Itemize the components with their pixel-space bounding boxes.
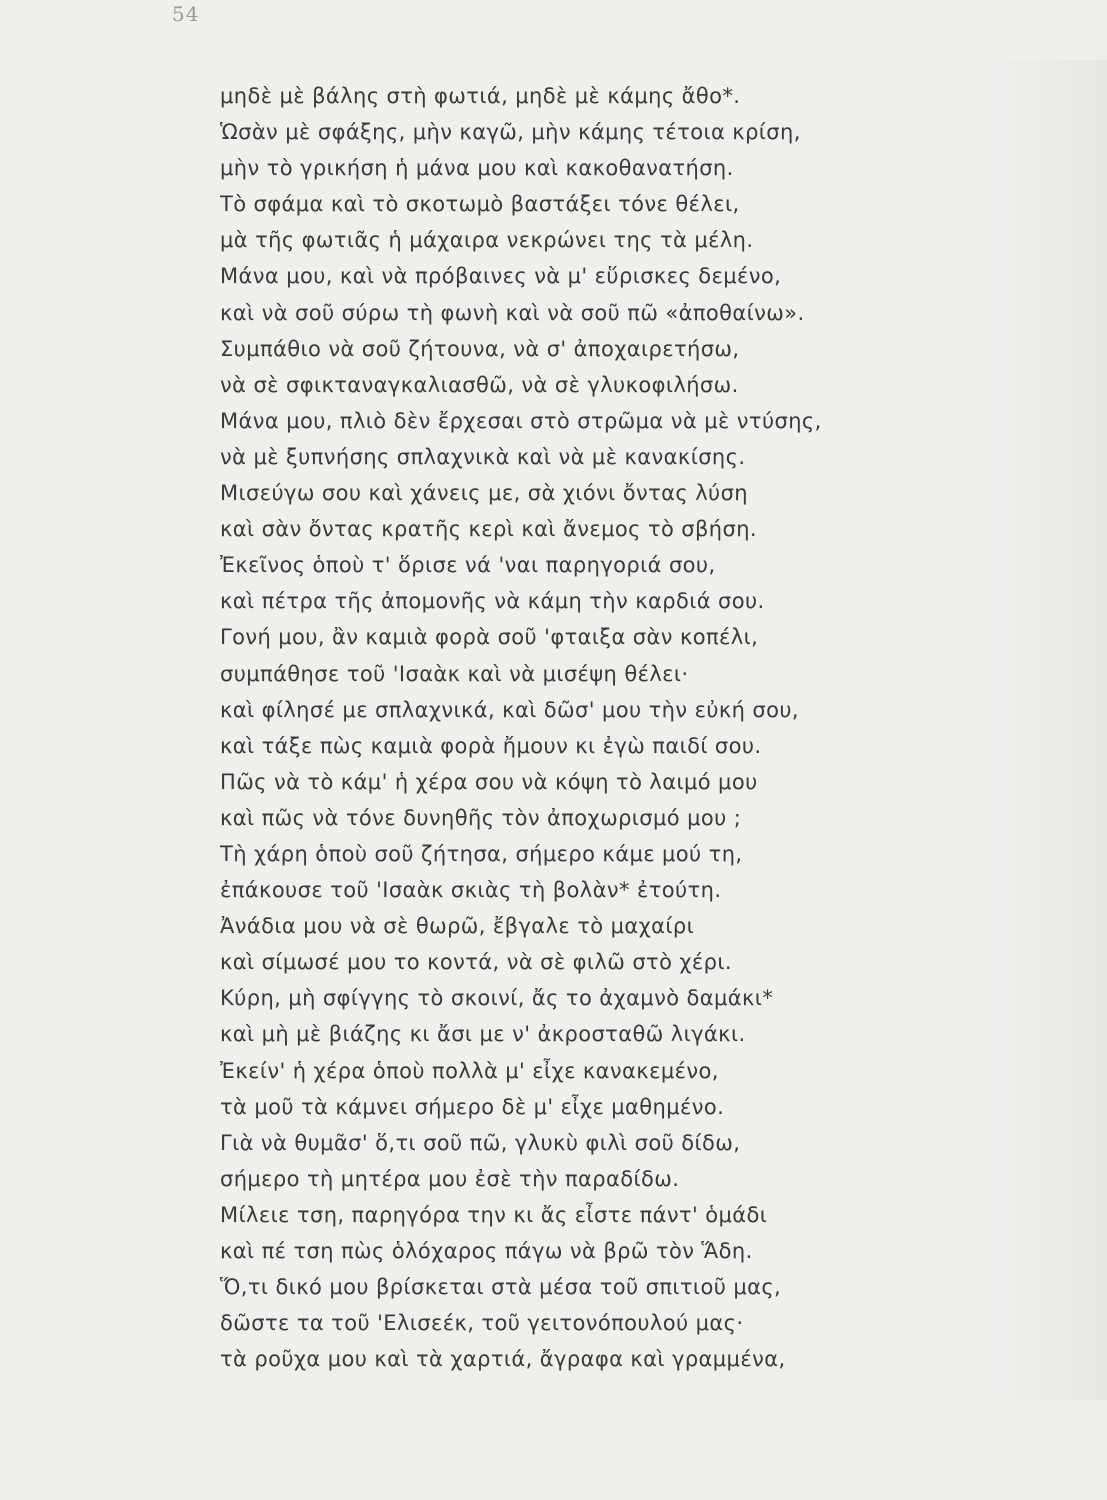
verse-line: συμπάθησε τοῦ 'Ισαὰκ καὶ νὰ μισέψη θέλει· <box>220 661 689 686</box>
verse-line: νὰ μὲ ξυπνήσης σπλαχνικὰ καὶ νὰ μὲ κανακίσης. <box>220 444 746 469</box>
verse-line: καὶ πῶς νὰ τόνε δυνηθῆς τὸν ἀποχωρισμό μου ; <box>220 805 742 830</box>
verse-line: Μίλειε τση, παρηγόρα την κι ἄς εἶστε πάντ' ὁμάδι <box>220 1202 768 1227</box>
verse-line: Τὴ χάρη ὁποὺ σοῦ ζήτησα, σήμερο κάμε μού τη, <box>220 841 743 866</box>
verse-line: καὶ φίλησέ με σπλαχνικά, καὶ δῶσ' μου τὴν εὐκή σου, <box>220 697 800 722</box>
verse-line: μὴν τὸ γρικήση ἡ μάνα μου καὶ κακοθανατήση. <box>220 156 734 181</box>
verse-line: σήμερο τὴ μητέρα μου ἐσὲ τὴν παραδίδω. <box>220 1166 680 1191</box>
verse-line: Μάνα μου, καὶ νὰ πρόβαινες νὰ μ' εὕρισκες δεμένο, <box>220 264 782 289</box>
verse-line: καὶ πέτρα τῆς ἀπομονῆς νὰ κάμη τὴν καρδιά σου. <box>220 589 765 614</box>
verse-line: Ἀνάδια μου νὰ σὲ θωρῶ, ἔβγαλε τὸ μαχαίρι <box>220 914 695 939</box>
verse-line: Ἐκείν' ἡ χέρα ὁποὺ πολλὰ μ' εἶχε κανακεμένο, <box>220 1058 719 1083</box>
verse-line: δῶστε τα τοῦ 'Ελισεέκ, τοῦ γειτονόπουλού μας· <box>220 1311 744 1336</box>
verse-line: τὰ ροῦχα μου καὶ τὰ χαρτιά, ἄγραφα καὶ γραμμένα, <box>220 1347 786 1372</box>
verse-line: Μάνα μου, πλιὸ δὲν ἔρχεσαι στὸ στρῶμα νὰ μὲ ντύσης, <box>220 408 822 433</box>
facing-page-bleed <box>987 60 1107 1400</box>
verse-line: Μισεύγω σου καὶ χάνεις με, σὰ χιόνι ὄντας λύση <box>220 481 749 506</box>
verse-line: καὶ μὴ μὲ βιάζης κι ἄσι με ν' ἀκροσταθῶ λιγάκι. <box>220 1022 746 1047</box>
verse-line: τὰ μοῦ τὰ κάμνει σήμερο δὲ μ' εἶχε μαθημένο. <box>220 1094 725 1119</box>
verse-line: Κύρη, μὴ σφίγγης τὸ σκοινί, ἄς το ἀχαμνὸ δαμάκι* <box>220 986 774 1011</box>
poem-text <box>220 78 1000 1377</box>
verse-line: Πῶς νὰ τὸ κάμ' ἡ χέρα σου νὰ κόψη τὸ λαιμό μου <box>220 769 758 794</box>
verse-line: καὶ νὰ σοῦ σύρω τὴ φωνὴ καὶ νὰ σοῦ πῶ «ἀποθαίνω». <box>220 300 805 325</box>
verse-line: ἐπάκουσε τοῦ 'Ισαὰκ σκιὰς τὴ βολὰν* ἐτούτη. <box>220 878 722 903</box>
verse-line: Ὅ,τι δικό μου βρίσκεται στὰ μέσα τοῦ σπιτιοῦ μας, <box>220 1275 782 1300</box>
verse-line: καὶ σὰν ὄντας κρατῆς κερὶ καὶ ἄνεμος τὸ σβήση. <box>220 517 757 542</box>
verse-line: καὶ πέ τση πὼς ὁλόχαρος πάγω νὰ βρῶ τὸν Ἅδη. <box>220 1239 753 1263</box>
verse-line: μηδὲ μὲ βάλης στὴ φωτιά, μηδὲ μὲ κάμης ἄθο*. <box>220 84 741 108</box>
verse-line: Τὸ σφάμα καὶ τὸ σκοτωμὸ βαστάξει τόνε θέλει, <box>220 192 740 217</box>
verse-line: Συμπάθιο νὰ σοῦ ζήτουνα, νὰ σ' ἀποχαιρετήσω, <box>220 336 740 361</box>
verse-line: καὶ τάξε πὼς καμιὰ φορὰ ἤμουν κι ἐγὼ παιδί σου. <box>220 733 762 758</box>
verse-line: Γονή μου, ἂν καμιὰ φορὰ σοῦ 'φταιξα σὰν κοπέλι, <box>220 625 759 650</box>
verse-line: καὶ σίμωσέ μου το κοντά, νὰ σὲ φιλῶ στὸ χέρι. <box>220 950 732 975</box>
verse-line: νὰ σὲ σφικταναγκαλιασθῶ, νὰ σὲ γλυκοφιλήσω. <box>220 372 739 397</box>
verse-line: Ἐκεῖνος ὁποὺ τ' ὅρισε νά 'ναι παρηγοριά σου, <box>220 553 716 578</box>
verse-line: Γιὰ νὰ θυμᾶσ' ὅ,τι σοῦ πῶ, γλυκὺ φιλὶ σοῦ δίδω, <box>220 1130 741 1155</box>
page-number: 54 <box>172 2 200 26</box>
verse-line: μὰ τῆς φωτιᾶς ἡ μάχαιρα νεκρώνει της τὰ μέλη. <box>220 228 754 253</box>
verse-line: Ὡσὰν μὲ σφάξης, μὴν καγῶ, μὴν κάμης τέτοια κρίση, <box>220 120 801 145</box>
